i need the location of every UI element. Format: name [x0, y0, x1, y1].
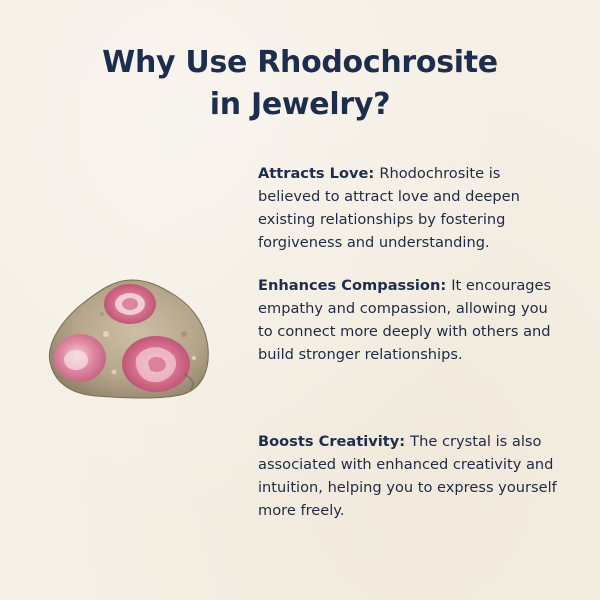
benefit-text: Rhodochrosite is believed to attract love and deepen existing relationships by fostering forgiveness and understanding. — [258, 165, 520, 251]
benefit-heading: Boosts Creativity: — [258, 433, 411, 450]
benefit-text: The crystal is also associated with enhanced creativity and intuition, helping you to express yourself more freely. — [258, 433, 557, 519]
page-title-line-2: in Jewelry? — [209, 87, 391, 122]
page-title — [0, 42, 600, 126]
benefit-text: It encourages empathy and compassion, allowing you to connect more deeply with others and build stronger relationships. — [258, 277, 552, 363]
benefit-heading: Attracts Love: — [258, 165, 380, 182]
benefit-heading: Enhances Compassion: — [258, 277, 452, 294]
benefit-attracts-love — [258, 162, 558, 254]
benefit-enhances-compassion — [258, 274, 558, 366]
page-title-line-1: Why Use Rhodochrosite — [102, 45, 498, 80]
rhodochrosite-stone-image — [44, 274, 214, 400]
benefit-boosts-creativity — [258, 430, 558, 522]
